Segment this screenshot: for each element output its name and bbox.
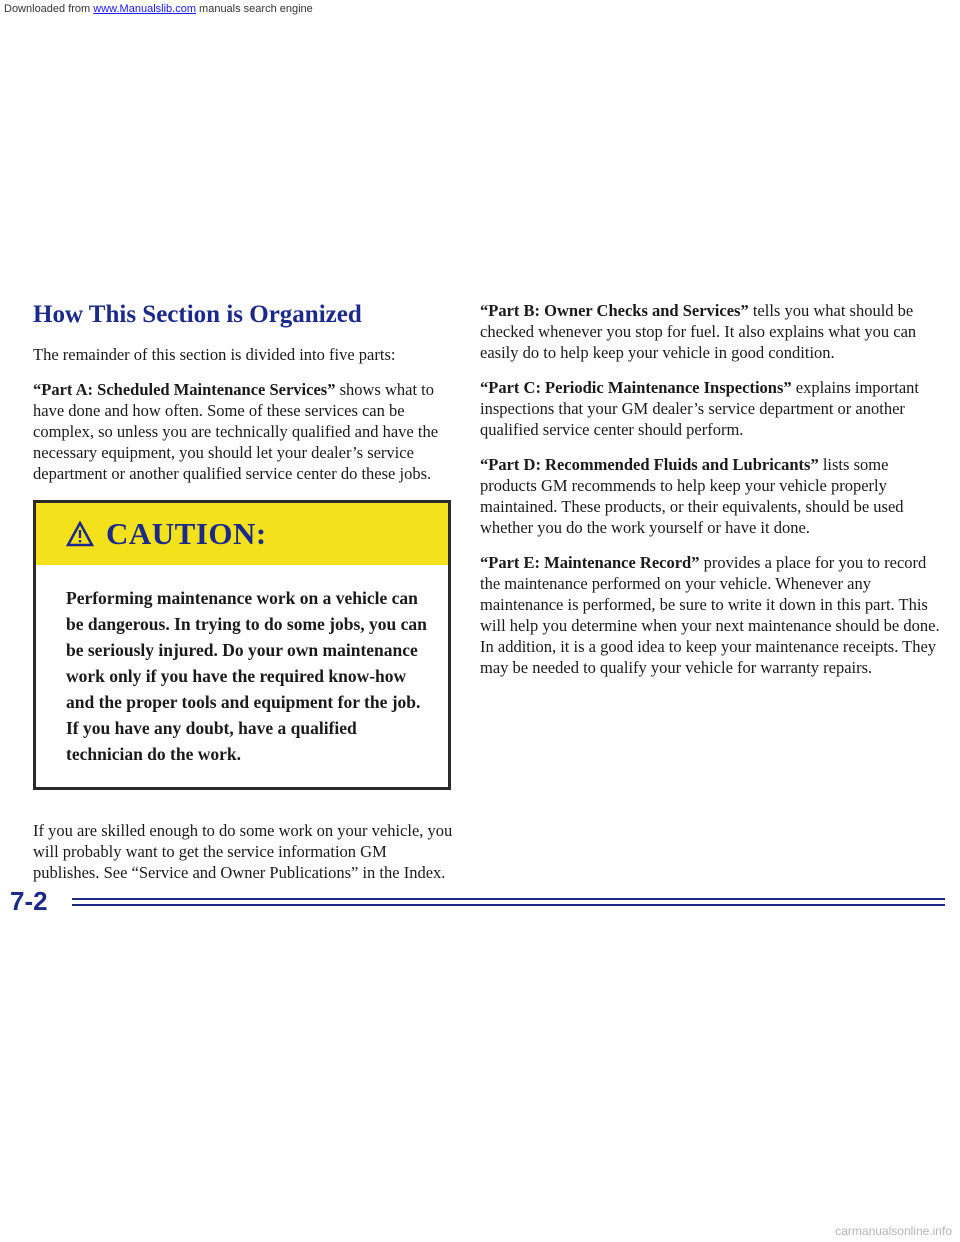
part-a-paragraph [33,379,453,484]
part-b-label: “Part B: Owner Checks and Services” [480,301,749,320]
page-footer [0,880,960,920]
part-c-paragraph [480,377,940,440]
part-d-paragraph [480,454,940,538]
section-heading: How This Section is Organized [33,301,362,328]
part-c-label: “Part C: Periodic Maintenance Inspections” [480,378,792,397]
warning-triangle-icon [66,521,94,547]
part-a-label: “Part A: Scheduled Maintenance Services” [33,380,336,399]
part-e-label: “Part E: Maintenance Record” [480,553,700,572]
banner-suffix: manuals search engine [195,3,313,15]
part-c-text: explains important inspections that your GM dealer’s service department or another qualified service center should perform. [480,378,920,439]
watermark: carmanualsonline.info [835,1224,952,1238]
caution-title: CAUTION: [106,516,267,551]
part-b-paragraph [480,300,940,363]
part-d-text: lists some products GM recommends to help keep your vehicle properly maintained. These products, or their equivalents, should be used whether you do the work yourself or have it done. [480,455,904,537]
intro-paragraph: The remainder of this section is divided into five parts: [33,345,396,364]
part-b-text: tells you what should be checked whenever you stop for fuel. It also explains what you can easily do to help keep your vehicle in good condition. [480,301,917,362]
banner-prefix: Downloaded from [4,3,94,15]
page-number: 7-2 [10,886,48,916]
part-e-text: provides a place for you to record the maintenance performed on your vehicle. Whenever any maintenance is performed, be sure to write it down in this part. This will help you determine when your next maintenance should be done. In addition, it is a good idea to keep your maintenance receipts. They may be needed to qualify your vehicle for warranty repairs. [480,553,940,677]
download-banner [0,0,313,18]
caution-header [36,503,448,565]
footer-rule-top [72,898,945,900]
part-a-text: shows what to have done and how often. Some of these services can be complex, so unless you are technically qualified and have the necessary equipment, you should let your dealer’s service department or another qualified service center do these jobs. [33,380,439,483]
manualslib-link[interactable]: www.Manualslib.com [93,3,196,15]
outro-paragraph: If you are skilled enough to do some work on your vehicle, you will probably want to get the service information GM publishes. See “Service and Owner Publications” in the Index. [33,821,453,882]
right-column [480,300,940,692]
part-d-label: “Part D: Recommended Fluids and Lubricants” [480,455,819,474]
part-e-paragraph [480,552,940,678]
caution-body: Performing maintenance work on a vehicle can be dangerous. In trying to do some jobs, you can be seriously injured. Do your own maintenance work only if you have the required know-how and the proper tools and equipment for the job. If you have any doubt, have a qualified technician do the work. [66,588,427,764]
caution-box [33,500,451,790]
footer-rule-bottom [72,904,945,906]
left-column [33,300,453,897]
